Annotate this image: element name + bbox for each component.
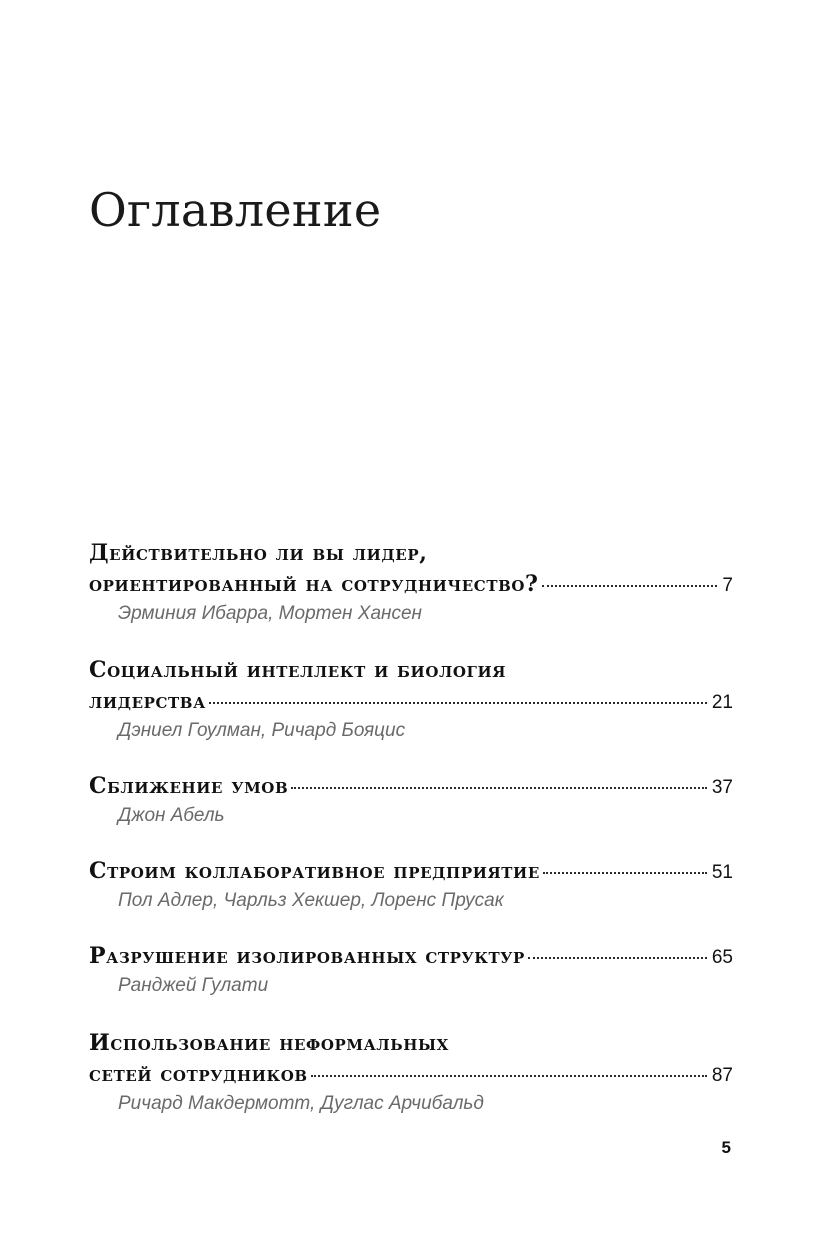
toc-entry-title-line: [89, 771, 733, 803]
page-number-folio: 5: [721, 1138, 731, 1157]
toc-page-number: 87: [711, 1065, 733, 1086]
toc-entry-authors: Эрминия Ибарра, Мортен Хансен: [118, 603, 422, 624]
toc-page-number: 21: [711, 692, 733, 713]
toc-page-number: 51: [711, 862, 733, 883]
toc-entry-title-line: [89, 856, 733, 888]
toc-entry-authors: Джон Абель: [118, 805, 225, 826]
toc-entry[interactable]: [89, 1028, 733, 1117]
dot-leader: [291, 787, 707, 789]
toc-entry-title-line: [89, 686, 733, 718]
toc-entry-title: сетей сотрудников: [89, 1061, 308, 1087]
toc-entry-title-line: [89, 1059, 733, 1091]
toc-entry-authors: Ранджей Гулати: [118, 975, 269, 996]
toc-entry-authors: Пол Адлер, Чарльз Хекшер, Лоренс Прусак: [118, 890, 504, 911]
toc-entry-title: Действительно ли вы лидер,: [89, 540, 428, 566]
toc-entry-title-line: [89, 941, 733, 973]
toc-entry-title: Разрушение изолированных структур: [89, 943, 525, 969]
dot-leader: [543, 872, 707, 874]
toc-entry[interactable]: [89, 655, 733, 744]
toc-entry-title: Использование неформальных: [89, 1030, 449, 1056]
dot-leader: [542, 585, 718, 587]
toc-entry-authors: Ричард Макдермотт, Дуглас Арчибальд: [118, 1093, 484, 1114]
toc-entry-title: лидерства: [89, 688, 206, 714]
toc-entry-title-line: [89, 569, 733, 601]
dot-leader: [528, 957, 707, 959]
toc-page-number: 37: [711, 777, 733, 798]
toc-page-number: 65: [711, 947, 733, 968]
toc-entry[interactable]: [89, 941, 733, 999]
dot-leader: [311, 1075, 707, 1077]
toc-entry-title: Сближение умов: [89, 773, 289, 799]
toc-entry[interactable]: [89, 856, 733, 914]
toc-entry-title: ориентированный на сотрудничество?: [89, 571, 539, 597]
toc-entry-title: Социальный интеллект и биология: [89, 657, 507, 683]
toc-entry-authors: Дэниел Гоулман, Ричард Бояцис: [118, 720, 406, 741]
page-title: Оглавление: [89, 183, 382, 237]
toc-entry[interactable]: [89, 771, 733, 829]
dot-leader: [209, 702, 707, 704]
toc-page-number: 7: [722, 575, 733, 596]
toc-entry-title: Строим коллаборативное предприятие: [89, 858, 540, 884]
toc-entry[interactable]: [89, 538, 733, 627]
